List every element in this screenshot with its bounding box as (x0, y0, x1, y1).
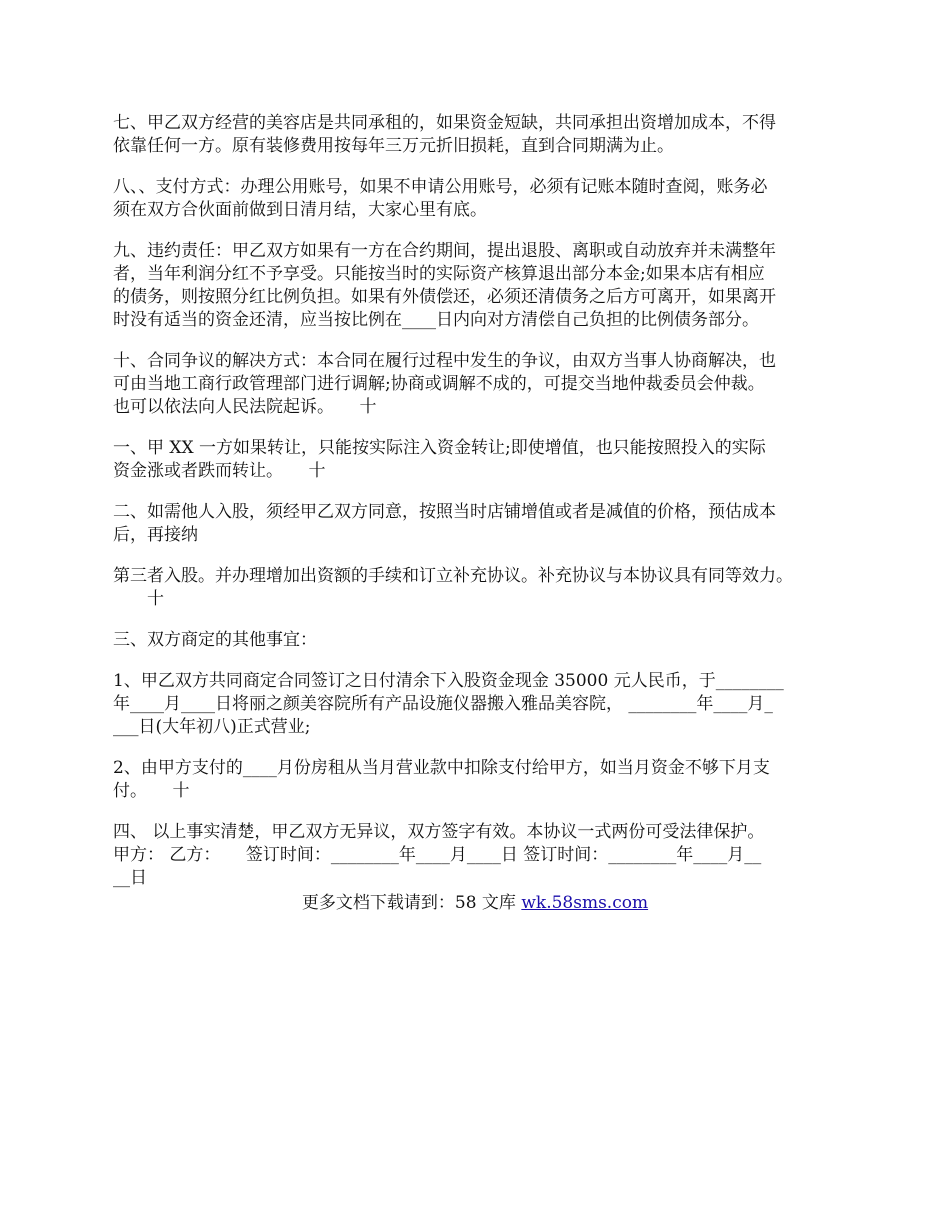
text-line: 二、如需他人入股，须经甲乙双方同意，按照当时店铺增值或者是减值的价格，预估成本 (113, 502, 776, 522)
text-line: 十 (113, 589, 164, 609)
clause-13-item-2 (113, 757, 843, 803)
clause-10 (113, 350, 843, 419)
text-line: __日 (113, 868, 147, 888)
text-line: 十、合同争议的解决方式：本合同在履行过程中发生的争议，由双方当事人协商解决，也 (113, 351, 776, 371)
signature-line: 甲方： 乙方： 签订时间：________年____月____日 签订时间：________年____月__ (113, 845, 762, 865)
clause-14-signatures (113, 821, 843, 890)
clause-12-continued (113, 565, 843, 611)
text-line: 的债务，则按照分红比例负担。如果有外债偿还，必须还清债务之后方可离开，如果离开 (113, 287, 776, 307)
document-body (113, 112, 843, 908)
text-line: 须在双方合伙面前做到日清月结，大家心里有底。 (113, 200, 487, 220)
text-line: ___日(大年初八)正式营业; (113, 717, 311, 737)
text-line: 1、甲乙双方共同商定合同签订之日付清余下入股资金现金 35000 元人民币，于________ (113, 671, 784, 691)
text-line: 后，再接纳 (113, 525, 198, 545)
clause-12 (113, 501, 843, 547)
clause-13-heading (113, 629, 843, 652)
text-line: 2、由甲方支付的____月份房租从当月营业款中扣除支付给甲方，如当月资金不够下月支 (113, 758, 770, 778)
footer-text: 更多文档下载请到：58 文库 (301, 893, 522, 913)
clause-9 (113, 240, 843, 332)
text-line: 付。 十 (113, 781, 190, 801)
clause-11 (113, 437, 843, 483)
text-line: 可由当地工商行政管理部门进行调解;协商或调解不成的，可提交当地仲裁委员会仲裁。 (113, 374, 765, 394)
clause-13-item-1 (113, 670, 843, 739)
text-line: 七、甲乙双方经营的美容店是共同承租的，如果资金短缺，共同承担出资增加成本，不得 (113, 113, 776, 133)
footer (0, 888, 950, 913)
text-line: 一、甲 XX 一方如果转让，只能按实际注入资金转让;即使增值，也只能按照投入的实际 (113, 438, 766, 458)
text-line: 也可以依法向人民法院起诉。 十 (113, 397, 377, 417)
text-line: 资金涨或者跌而转让。 十 (113, 461, 326, 481)
text-line: 九、违约责任：甲乙双方如果有一方在合约期间，提出退股、离职或自动放弃并未满整年 (113, 241, 776, 261)
text-line: 第三者入股。并办理增加出资额的手续和订立补充协议。补充协议与本协议具有同等效力。 (113, 566, 793, 586)
footer-link[interactable]: wk.58sms.com (521, 893, 649, 913)
text-line: 依靠任何一方。原有装修费用按每年三万元折旧损耗，直到合同期满为止。 (113, 136, 674, 156)
text-line: 三、双方商定的其他事宜： (113, 630, 317, 650)
clause-8 (113, 176, 843, 222)
text-line: 者，当年利润分红不予享受。只能按当时的实际资产核算退出部分本金;如果本店有相应 (113, 264, 765, 284)
clause-7 (113, 112, 843, 158)
text-line: 四、 以上事实清楚，甲乙双方无异议，双方签字有效。本协议一式两份可受法律保护。 (113, 822, 765, 842)
text-line: 时没有适当的资金还清，应当按比例在____日内向对方清偿自己负担的比例债务部分。 (113, 310, 759, 330)
text-line: 八、、支付方式：办理公用账号，如果不申请公用账号，必须有记账本随时查阅，账务必 (113, 177, 768, 197)
text-line: 年____月____日将丽之颜美容院所有产品设施仪器搬入雅品美容院， ________年____月_ (113, 694, 773, 714)
